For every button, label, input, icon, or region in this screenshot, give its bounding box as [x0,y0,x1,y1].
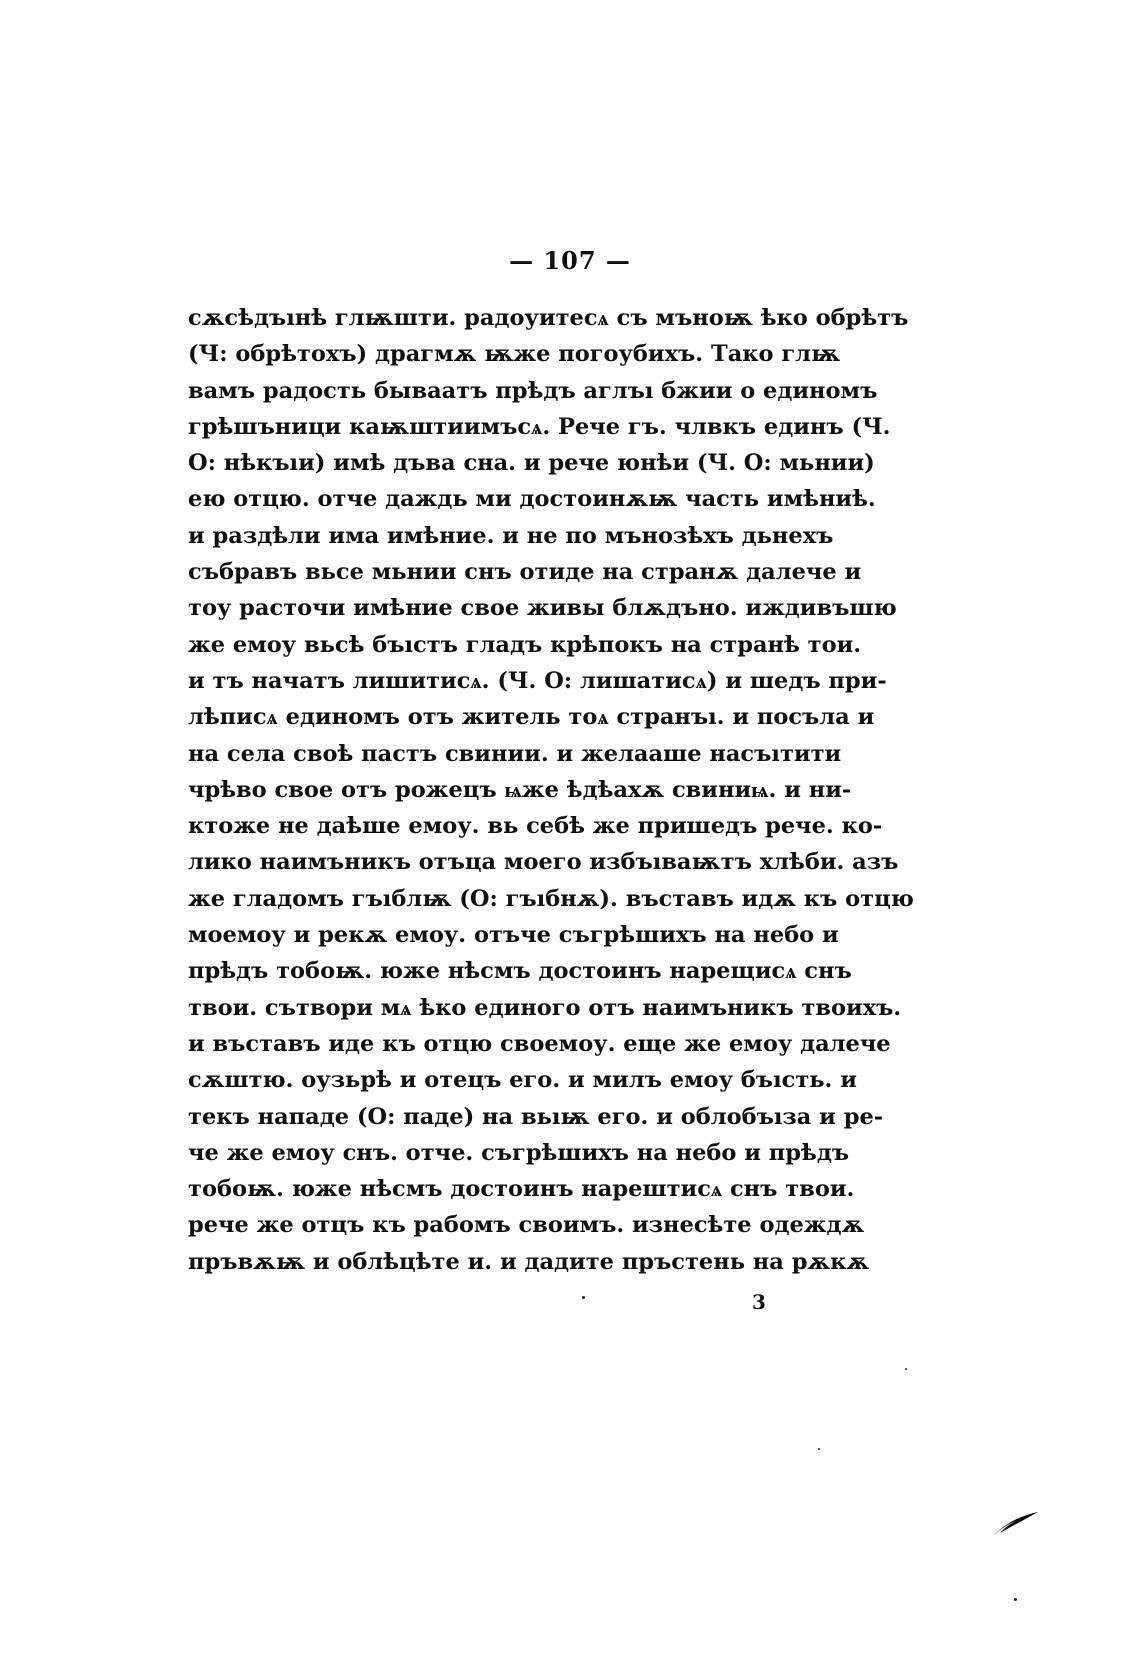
text-line: же гладомъ гъıблѭ (О: гъıбнѫ). въставъ идѫ къ отцю [188,885,914,912]
text-line: рече же отцъ къ рабомъ своимъ. изнесѣте одеждѫ [188,1212,865,1239]
text-line: лико наимъникъ отъца моего избъıваѭтъ хлѣби. азъ [188,849,899,876]
text-line: же емоу вьсѣ бъıстъ гладъ крѣпокъ на странѣ тои. [188,631,862,658]
text-line: чрѣво свое отъ рожецъ ѩже ѣдѣахѫ свиниѩ. и ни- [188,776,852,803]
text-line: моемоу и рекѫ емоу. отъче съгрѣшихъ на небо и [188,922,839,949]
ink-speck [1014,1598,1017,1601]
ink-speck [905,1368,907,1370]
text-line: грѣшъници каѭштиимъсѧ. Рече гъ. члвкъ единъ (Ч. [188,413,891,440]
text-line: лѣписѧ единомъ отъ житель тоѧ странъı. и посъла и [188,704,875,731]
text-line: тобоѭ. юже нѣсмъ достоинъ нарештисѧ снъ твои. [188,1176,855,1203]
text-line: вамъ радость бываатъ прѣдъ аглъı бжии о единомъ [188,377,878,404]
ink-speck [582,1296,585,1299]
text-line: и тъ начатъ лишитисѧ. (Ч. О: лишатисѧ) и шедъ при- [188,667,887,694]
text-line: събравъ вьсе мьнии снъ отиде на странѫ далече и [188,559,862,586]
text-line: и въставъ иде къ отцю своемоу. еще же емоу далече [188,1030,891,1057]
text-line: ею отцю. отче даждь ми достоинѫѭ часть имѣниѣ. [188,486,876,513]
signature-mark: 3 [752,1290,766,1314]
text-line: и раздѣли има имѣние. и не по мънозѣхъ дьнехъ [188,522,834,549]
text-line: О: нѣкъıи) имѣ дъва сна. и рече юнѣи (Ч. О: мьнии) [188,450,875,477]
text-line: (Ч: обрѣтохъ) драгмѫ ѭже погоубихъ. Тако глѭ [188,341,841,368]
page-number: — 107 — [509,246,631,275]
text-line: пръвѫѭ и облѣцѣте и. и дадите пръстень на рѫкѫ [188,1248,870,1275]
text-line: сѫштю. оузьрѣ и отецъ его. и милъ емоу бъıсть. и [188,1067,857,1094]
ink-speck [818,1448,820,1450]
text-line: сѫсѣдъıнѣ глѭшти. радоуитесѧ съ мъноѭ ѣко обрѣтъ [188,305,909,331]
text-line: че же емоу снъ. отче. съгрѣшихъ на небо и прѣдъ [188,1139,850,1166]
text-line: твои. сътвори мѧ ѣко единого отъ наимъникъ твоихъ. [188,994,902,1021]
text-line: тоу расточи имѣние свое живы блѫдъно. иждивъшю [188,595,897,622]
text-line: на села своѣ пастъ свинии. и желааше насъıтити [188,740,842,767]
text-line: ктоже не даѣше емоу. вь себѣ же пришедъ рече. ко- [188,813,883,840]
text-line: прѣдъ тобоѭ. юже нѣсмъ достоинъ нарещисѧ снъ [188,958,852,985]
text-line: текъ нападе (О: паде) на вьıѭ его. и облобъıза и ре- [188,1103,884,1130]
ink-stroke-icon [990,1510,1040,1540]
body-text [188,300,914,1280]
